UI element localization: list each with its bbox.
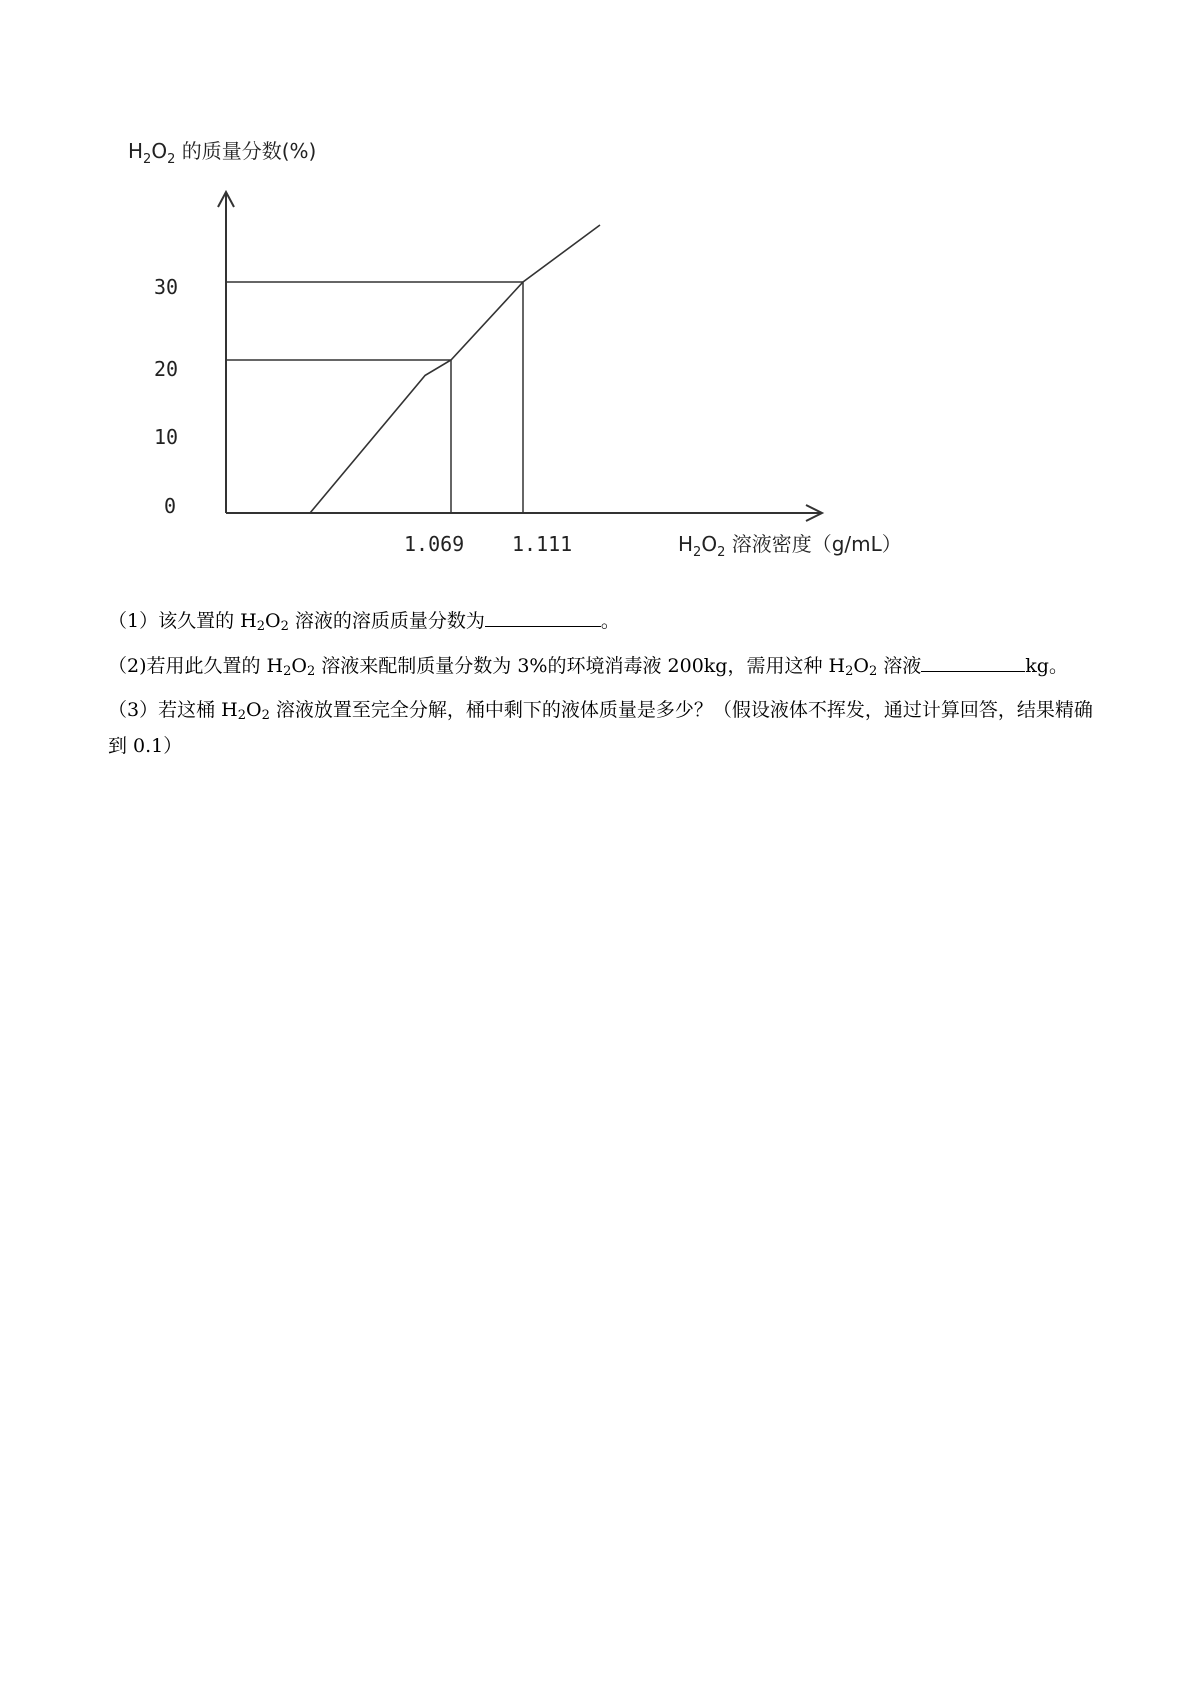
reference-lines (226, 282, 523, 513)
question-2: （2)若用此久置的 $H_2O_2$ 溶液来配制质量分数为 3%的环境消毒液 200kg，需用这种 $H_2O_2$ 溶液 kg。 (108, 647, 1108, 684)
y-axis-label: $H_2O_2$ 的质量分数(%) (128, 139, 317, 167)
y-tick-0: 0 (164, 494, 177, 518)
x-axis-label: $H_2O_2$ 溶液密度（g/mL） (678, 532, 902, 560)
y-tick-20: 20 (154, 357, 179, 381)
question-3: （3）若这桶 $H_2O_2$ 溶液放置至完全分解，桶中剩下的液体质量是多少？（假设液体不挥发，通过计算回答，结果精确到 0.1） (108, 699, 1093, 757)
series-line (310, 225, 600, 513)
question-list (108, 602, 1108, 772)
density-chart (0, 0, 1200, 580)
answer-blank-1[interactable] (485, 602, 601, 627)
answer-blank-2[interactable] (921, 647, 1025, 672)
x-tick-1111: 1.111 (512, 532, 573, 556)
y-tick-30: 30 (154, 275, 179, 299)
question-1: （1）该久置的 $H_2O_2$ 溶液的溶质质量分数为 。 (108, 602, 1108, 639)
y-tick-10: 10 (154, 425, 179, 449)
x-tick-1069: 1.069 (404, 532, 465, 556)
